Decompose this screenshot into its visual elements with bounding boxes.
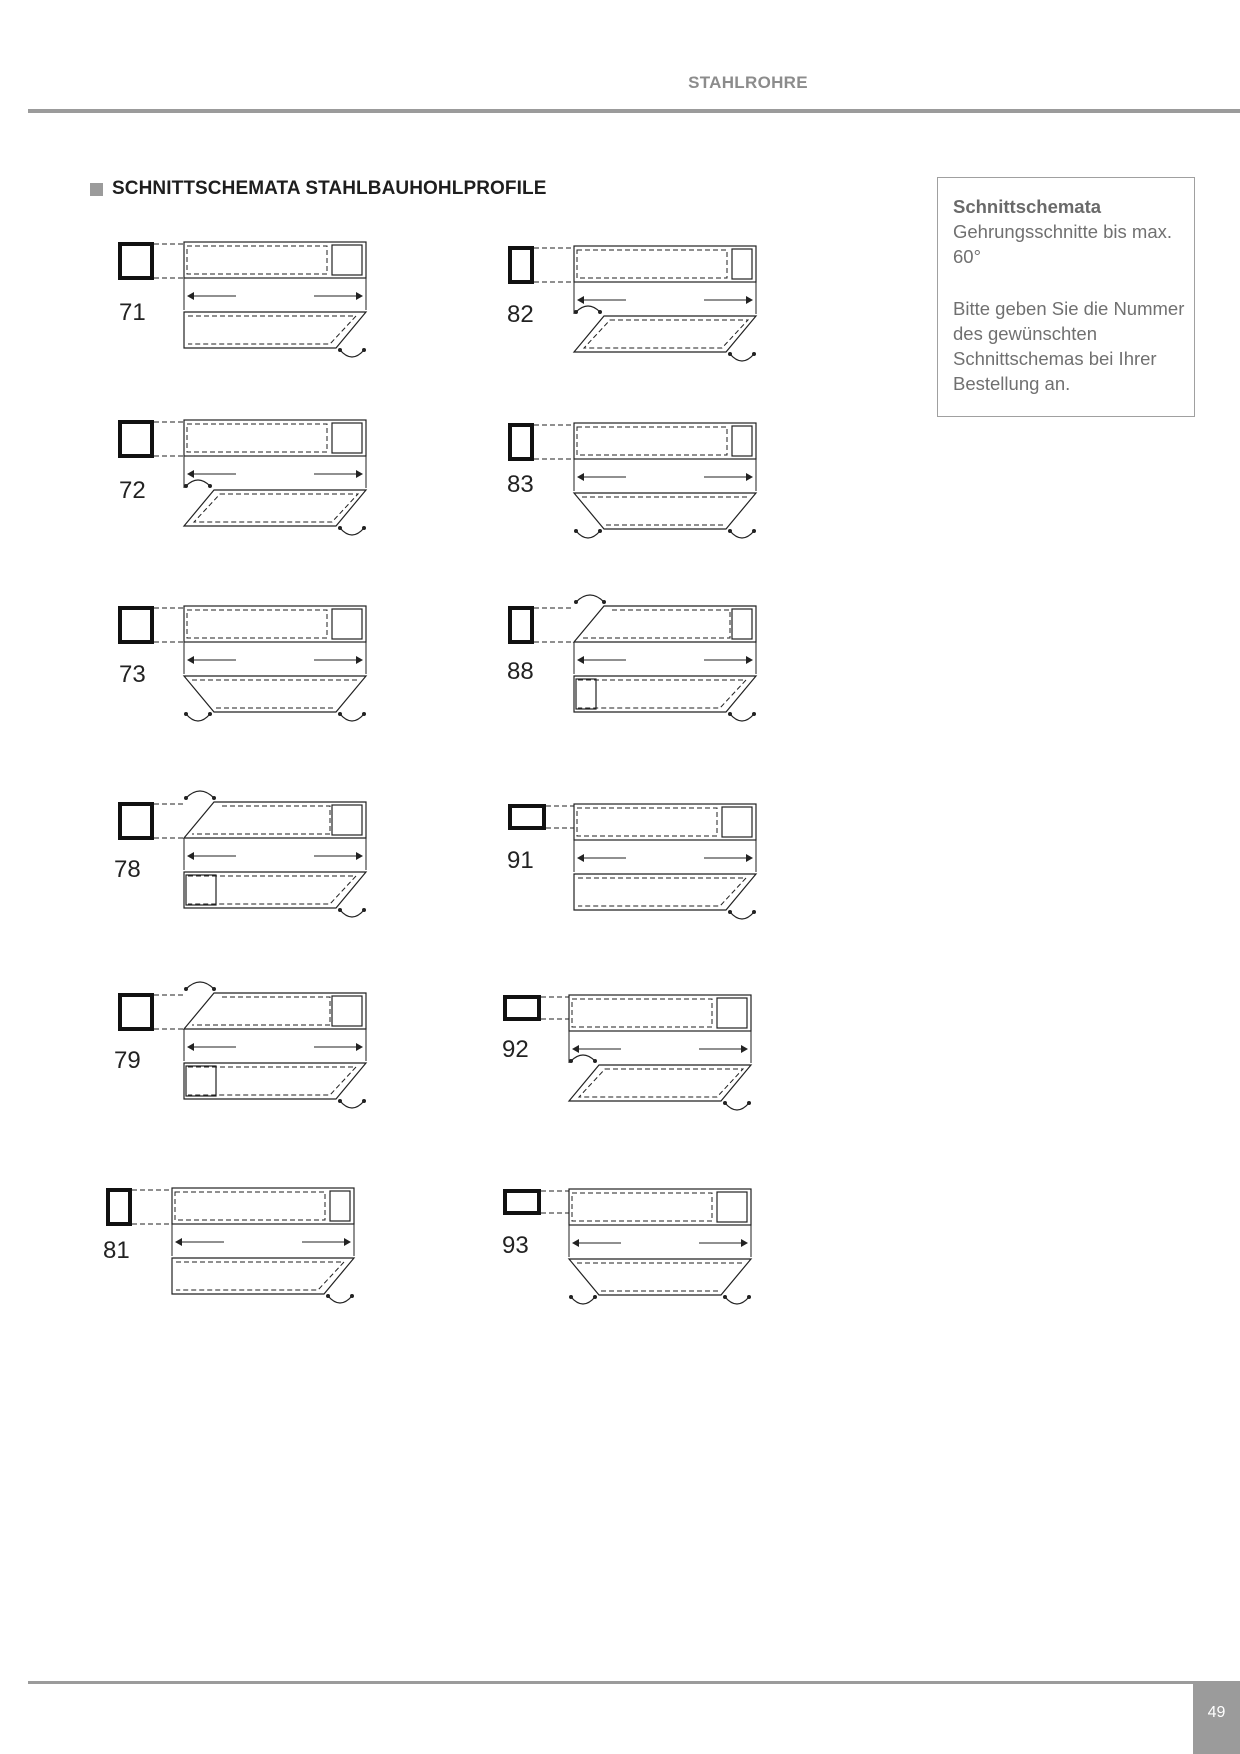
cut-schema-78 — [118, 802, 378, 922]
section-bullet-square — [90, 183, 103, 196]
profile-section-icon — [120, 244, 152, 278]
schema-drawing — [503, 1189, 763, 1309]
header-rule — [28, 109, 1240, 113]
cut-schema-88 — [508, 606, 768, 726]
footer-rule — [28, 1681, 1240, 1684]
profile-section-icon — [120, 608, 152, 642]
schema-drawing — [118, 802, 378, 922]
profile-section-icon — [510, 425, 532, 459]
profile-section-icon — [510, 608, 532, 642]
note-title: Schnittschemata — [953, 196, 1102, 217]
profile-section-icon — [120, 995, 152, 1029]
running-header: STAHLROHRE — [688, 73, 808, 92]
profile-section-icon — [108, 1190, 130, 1224]
schema-number: 88 — [507, 658, 534, 685]
schema-drawing — [503, 995, 763, 1115]
info-note-box — [937, 177, 1195, 417]
cut-schema-82 — [508, 246, 768, 366]
cut-schema-93 — [503, 1189, 763, 1309]
page-number: 49 — [1207, 1704, 1226, 1721]
schema-number: 91 — [507, 847, 534, 874]
schema-number: 71 — [119, 299, 146, 326]
schema-drawing — [118, 242, 378, 362]
profile-section-icon — [510, 248, 532, 282]
page-number-box — [1193, 1684, 1240, 1754]
cut-schema-71 — [118, 242, 378, 362]
schema-drawing — [508, 246, 768, 366]
profile-section-icon — [120, 804, 152, 838]
schema-drawing — [118, 606, 378, 726]
schema-number: 83 — [507, 471, 534, 498]
profile-section-icon — [505, 1191, 539, 1213]
profile-section-icon — [505, 997, 539, 1019]
cut-schema-83 — [508, 423, 768, 543]
section-title: SCHNITTSCHEMATA STAHLBAUHOHLPROFILE — [112, 178, 547, 199]
schema-number: 82 — [507, 301, 534, 328]
schema-number: 79 — [114, 1047, 141, 1074]
section-heading — [90, 178, 547, 200]
schema-drawing — [508, 423, 768, 543]
note-miter-limit: Gehrungsschnitte bis max. 60° — [953, 221, 1173, 267]
cut-schema-73 — [118, 606, 378, 726]
profile-section-icon — [120, 422, 152, 456]
schema-drawing — [118, 420, 378, 540]
schema-drawing — [118, 993, 378, 1113]
cut-schema-72 — [118, 420, 378, 540]
schema-number: 93 — [502, 1232, 529, 1259]
schema-drawing — [106, 1188, 366, 1308]
schema-number: 78 — [114, 856, 141, 883]
cut-schema-79 — [118, 993, 378, 1113]
cut-schema-81 — [106, 1188, 366, 1308]
note-order-instruction: Bitte geben Sie die Nummer des gewünschten Schnittschemas bei Ihrer Bestellung an. — [953, 298, 1185, 394]
schema-number: 92 — [502, 1036, 529, 1063]
schema-number: 72 — [119, 477, 146, 504]
schema-number: 73 — [119, 661, 146, 688]
schema-number: 81 — [103, 1237, 130, 1264]
schema-drawing — [508, 804, 768, 924]
cut-schema-92 — [503, 995, 763, 1115]
cut-schema-91 — [508, 804, 768, 924]
profile-section-icon — [510, 806, 544, 828]
schema-drawing — [508, 606, 768, 726]
